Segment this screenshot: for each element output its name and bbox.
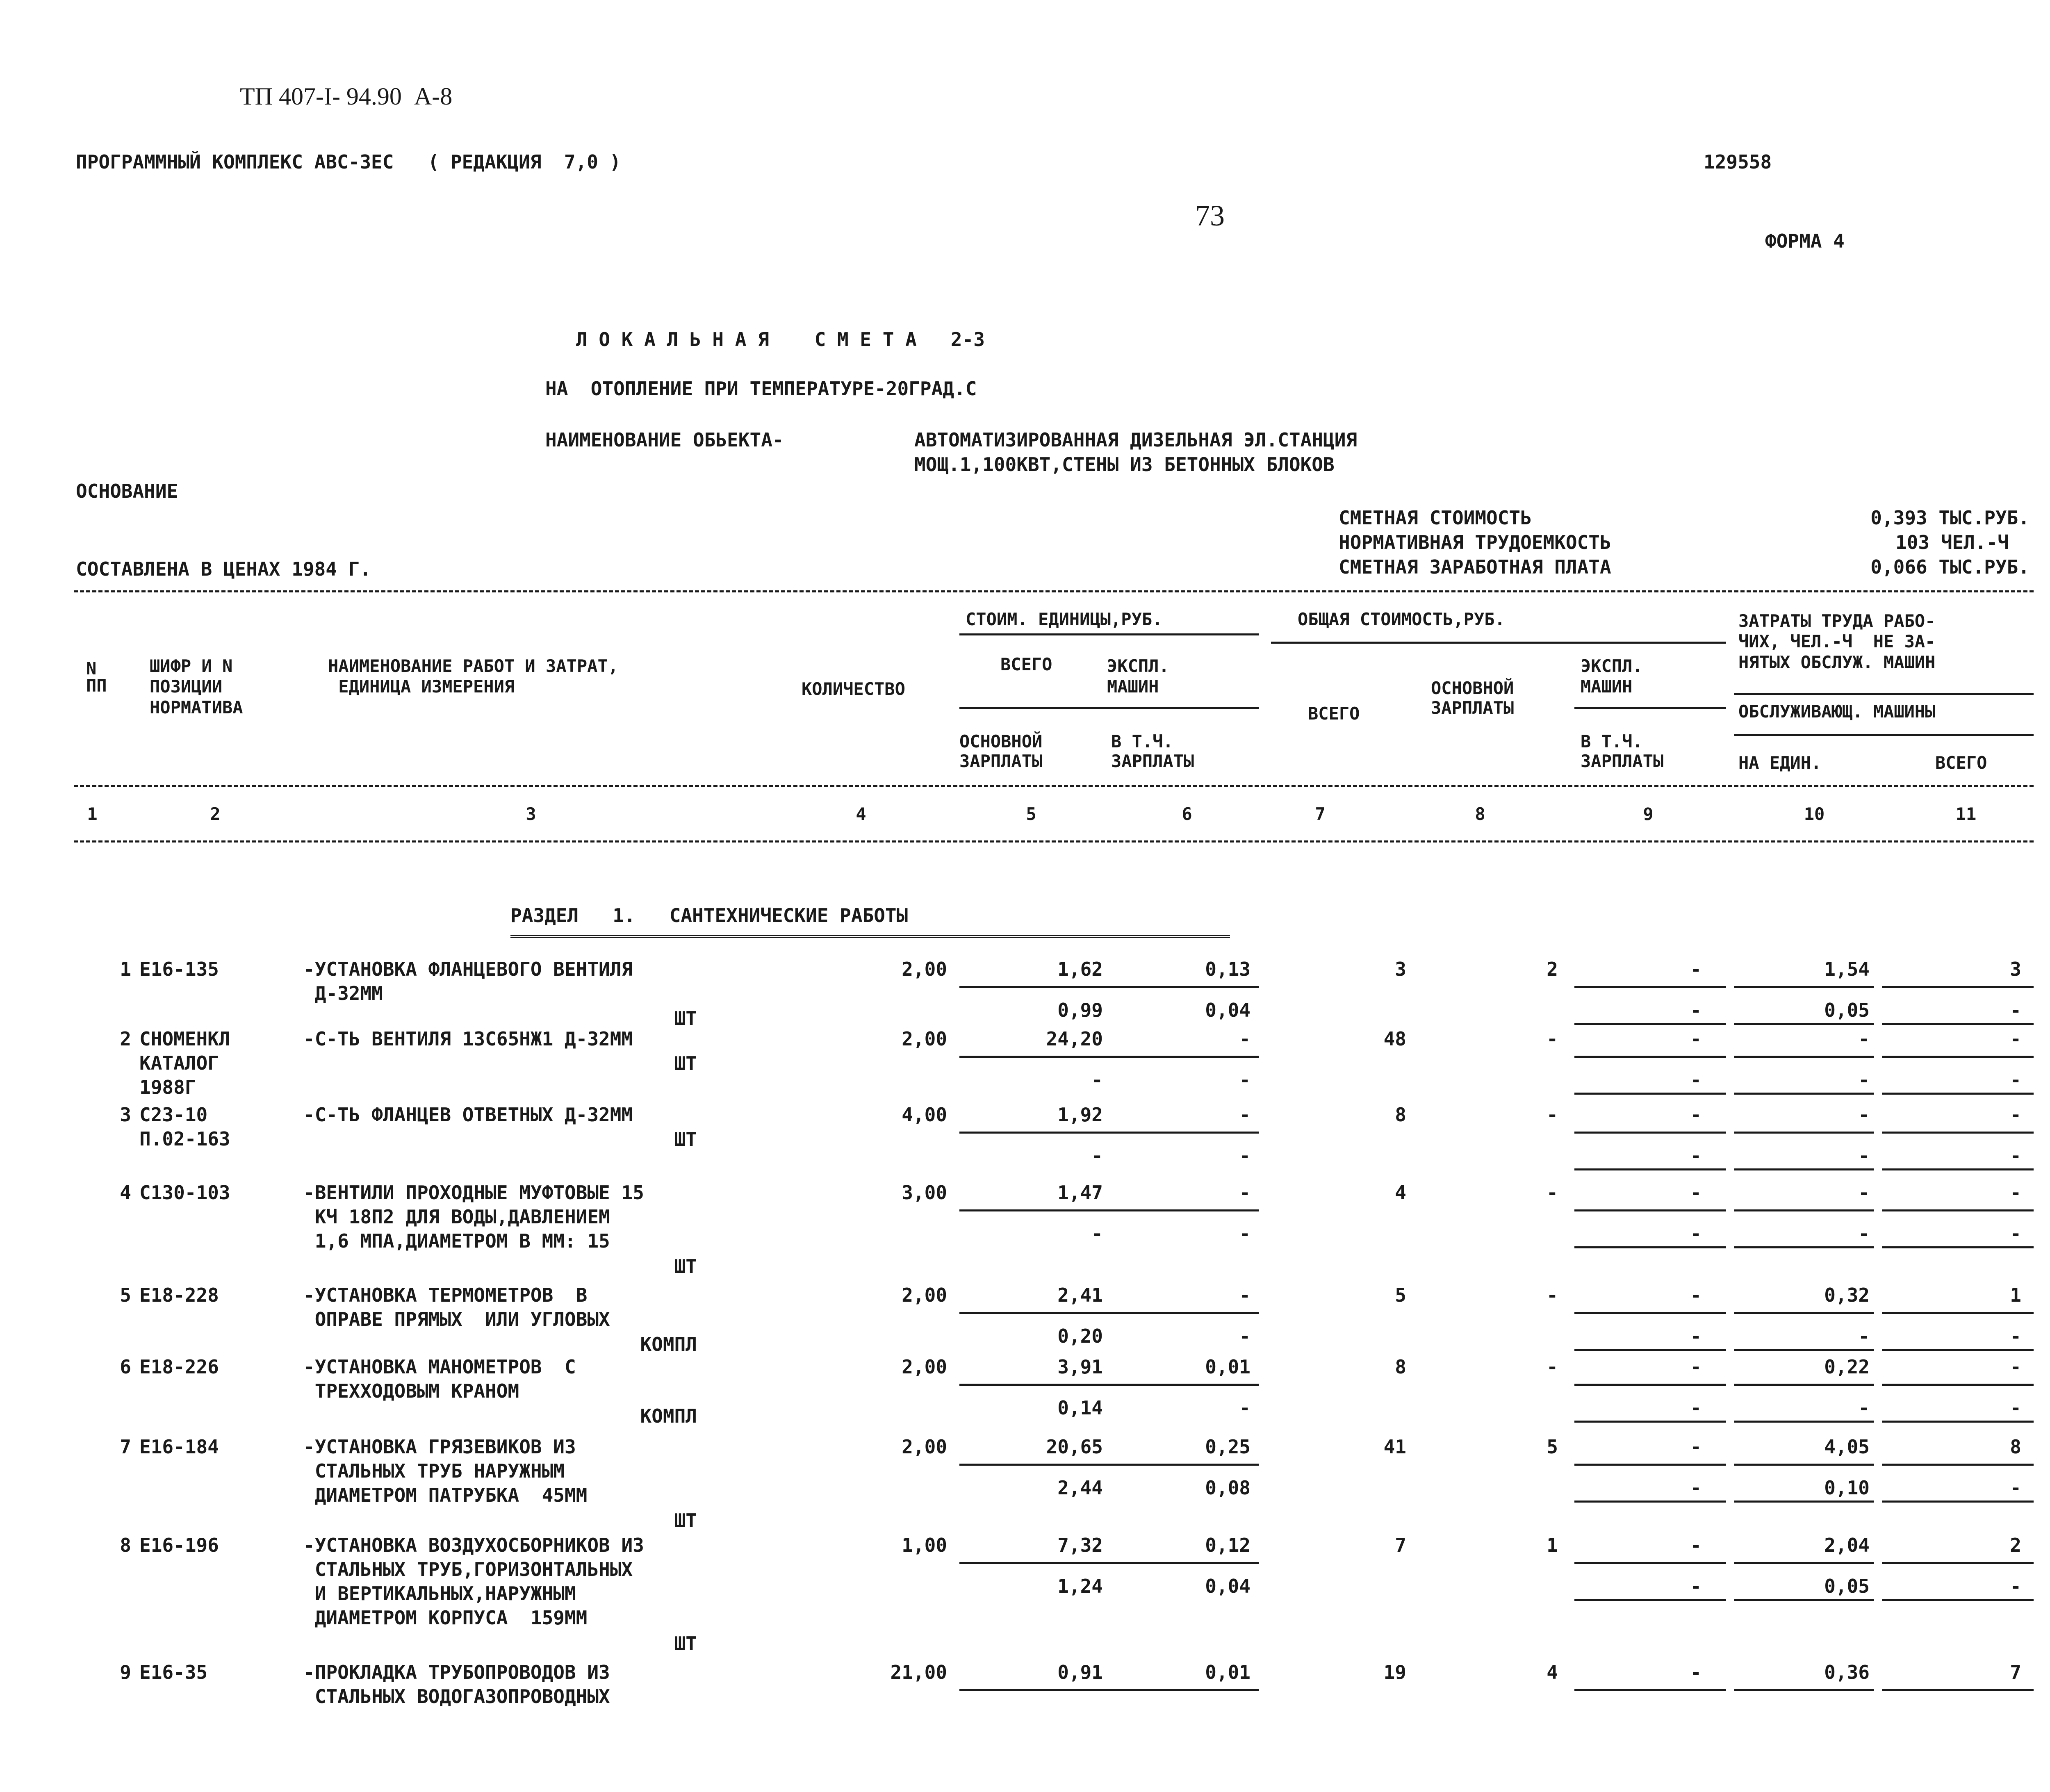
- cell-rule: [959, 1464, 1111, 1466]
- row-unit-wage: 2,44: [1057, 1477, 1103, 1499]
- row-unit-incl: 0,04: [1205, 1575, 1250, 1597]
- table-body-rule: [74, 840, 2034, 842]
- form-label: ФОРМА 4: [1765, 230, 1845, 252]
- cell-rule: [1574, 1093, 1726, 1095]
- row-total: 5: [1395, 1284, 1406, 1306]
- row-total-incl: -: [1690, 1575, 1702, 1597]
- row-code: Е16-35: [139, 1661, 208, 1683]
- row-unit-machines: 0,01: [1205, 1661, 1250, 1683]
- cell-rule: [959, 1312, 1111, 1314]
- row-labor-unit: 1,54: [1824, 958, 1870, 980]
- cell-rule: [1882, 1421, 2034, 1423]
- cell-rule: [1734, 1349, 1874, 1351]
- software-caption: ПРОГРАММНЫЙ КОМПЛЕКС АВС-3ЕС ( РЕДАКЦИЯ 7,0 ): [76, 151, 621, 173]
- object-name-line1: АВТОМАТИЗИРОВАННАЯ ДИЗЕЛЬНАЯ ЭЛ.СТАНЦИЯ: [914, 429, 1358, 451]
- summary-cost-value: 0,393 ТЫС.РУБ.: [1870, 507, 2029, 529]
- row-unit: ШТ: [674, 1007, 697, 1029]
- column-number: 8: [1475, 804, 1485, 824]
- row-total: 3: [1395, 958, 1406, 980]
- row-total: 7: [1395, 1534, 1406, 1556]
- row-labor-total: -: [2010, 1182, 2021, 1204]
- row-labor-unit: -: [1858, 1028, 1870, 1050]
- row-labor-total-2: -: [2010, 1477, 2021, 1499]
- row-unit-total: 1,92: [1057, 1104, 1103, 1126]
- cell-rule: [1574, 1312, 1726, 1314]
- cell-rule: [959, 1689, 1111, 1691]
- row-total-wage: 1: [1547, 1534, 1558, 1556]
- row-total-machines: -: [1690, 958, 1702, 980]
- row-labor-total-2: -: [2010, 1145, 2021, 1167]
- cell-rule: [1111, 1689, 1259, 1691]
- cell-rule: [1734, 1384, 1874, 1386]
- column-number: 6: [1182, 804, 1192, 824]
- row-labor-unit-2: -: [1858, 1223, 1870, 1245]
- row-total-machines: -: [1690, 1104, 1702, 1126]
- header-total-incl: В Т.Ч. ЗАРПЛАТЫ: [1581, 731, 1664, 772]
- row-total-machines: -: [1690, 1436, 1702, 1458]
- row-number: 2: [120, 1028, 131, 1050]
- cell-rule: [1734, 1464, 1874, 1466]
- cell-rule: [1111, 1562, 1259, 1564]
- row-unit-incl: -: [1239, 1223, 1250, 1245]
- document-code: ТП 407-I- 94.90 А-8: [240, 83, 453, 110]
- cell-rule: [1734, 1689, 1874, 1691]
- header-total-machines: ЭКСПЛ. МАШИН: [1581, 656, 1643, 697]
- summary-labor-value: 103 ЧЕЛ.-Ч: [1895, 531, 2009, 553]
- row-name: -УСТАНОВКА ТЕРМОМЕТРОВ В ОПРАВЕ ПРЯМЫХ ИЛИ УГЛОВЫХ: [303, 1284, 610, 1330]
- cell-rule: [1574, 1056, 1726, 1058]
- cell-rule: [1574, 1689, 1726, 1691]
- header-unit-incl: В Т.Ч. ЗАРПЛАТЫ: [1111, 731, 1194, 772]
- row-unit: ШТ: [674, 1255, 697, 1277]
- row-unit-machines: 0,01: [1205, 1356, 1250, 1378]
- row-quantity: 2,00: [902, 958, 947, 980]
- column-number: 4: [856, 804, 866, 824]
- row-unit: ШТ: [674, 1510, 697, 1532]
- row-number: 3: [120, 1104, 131, 1126]
- header-total-wage: ОСНОВНОЙ ЗАРПЛАТЫ: [1431, 678, 1514, 718]
- row-unit-wage: 0,99: [1057, 999, 1103, 1021]
- row-quantity: 2,00: [902, 1028, 947, 1050]
- cell-rule: [1574, 1349, 1726, 1351]
- row-unit-wage: -: [1091, 1069, 1103, 1091]
- header-labor-rule2: [1734, 734, 2034, 736]
- row-labor-total: 1: [2010, 1284, 2021, 1306]
- row-unit-total: 20,65: [1046, 1436, 1103, 1458]
- row-code: Е16-196: [139, 1534, 219, 1556]
- cell-rule: [1574, 1464, 1726, 1466]
- row-unit-total: 1,62: [1057, 958, 1103, 980]
- cell-rule: [1574, 1384, 1726, 1386]
- table-top-rule: [74, 590, 2034, 592]
- row-name: -УСТАНОВКА МАНОМЕТРОВ С ТРЕХХОДОВЫМ КРАНОМ: [303, 1356, 576, 1402]
- row-labor-total-2: -: [2010, 1223, 2021, 1245]
- cell-rule: [1734, 1421, 1874, 1423]
- row-labor-unit-2: 0,10: [1824, 1477, 1870, 1499]
- cell-rule: [1882, 1246, 2034, 1248]
- row-number: 9: [120, 1661, 131, 1683]
- cell-rule: [1111, 1056, 1259, 1058]
- row-total-wage: -: [1547, 1028, 1558, 1050]
- row-code: Е16-184: [139, 1436, 219, 1458]
- row-labor-total-2: -: [2010, 1069, 2021, 1091]
- row-number: 5: [120, 1284, 131, 1306]
- row-total-incl: -: [1690, 1223, 1702, 1245]
- row-unit-machines: -: [1239, 1182, 1250, 1204]
- cell-rule: [1734, 986, 1874, 988]
- header-labor: ЗАТРАТЫ ТРУДА РАБО- ЧИХ, ЧЕЛ.-Ч НЕ ЗА- НЯТЫХ ОБСЛУЖ. МАШИН: [1738, 611, 1936, 672]
- row-labor-unit-2: -: [1858, 1397, 1870, 1419]
- row-name: -УСТАНОВКА ФЛАНЦЕВОГО ВЕНТИЛЯ Д-32ММ: [303, 958, 633, 1004]
- row-labor-unit: 2,04: [1824, 1534, 1870, 1556]
- header-total-cost: ОБЩАЯ СТОИМОСТЬ,РУБ.: [1298, 609, 1505, 629]
- cell-rule: [1111, 986, 1259, 988]
- cell-rule: [1574, 1599, 1726, 1601]
- header-unit-rule: [959, 633, 1259, 635]
- row-code: Е18-228: [139, 1284, 219, 1306]
- cell-rule: [1882, 1023, 2034, 1025]
- cell-rule: [1574, 1132, 1726, 1134]
- row-total-wage: -: [1547, 1104, 1558, 1126]
- row-name: -ВЕНТИЛИ ПРОХОДНЫЕ МУФТОВЫЕ 15 КЧ 18П2 ДЛЯ ВОДЫ,ДАВЛЕНИЕМ 1,6 МПА,ДИАМЕТРОМ В ММ: 15: [303, 1182, 644, 1252]
- cell-rule: [1882, 1384, 2034, 1386]
- summary-cost-label: СМЕТНАЯ СТОИМОСТЬ: [1339, 507, 1532, 529]
- row-number: 7: [120, 1436, 131, 1458]
- row-labor-unit: 4,05: [1824, 1436, 1870, 1458]
- row-total: 8: [1395, 1356, 1406, 1378]
- row-unit-total: 7,32: [1057, 1534, 1103, 1556]
- column-number: 11: [1955, 804, 1977, 824]
- row-name: -УСТАНОВКА ВОЗДУХОСБОРНИКОВ ИЗ СТАЛЬНЫХ ТРУБ,ГОРИЗОНТАЛЬНЫХ И ВЕРТИКАЛЬНЫХ,НАРУЖНЫМ ДИАМЕТРОМ КОРПУСА 159ММ: [303, 1534, 644, 1629]
- row-unit-incl: 0,08: [1205, 1477, 1250, 1499]
- cell-rule: [959, 1056, 1111, 1058]
- header-unit-cost: СТОИМ. ЕДИНИЦЫ,РУБ.: [966, 609, 1163, 629]
- row-unit-incl: -: [1239, 1145, 1250, 1167]
- header-labor-rule: [1734, 693, 2034, 695]
- row-unit-incl: -: [1239, 1397, 1250, 1419]
- header-code: ШИФР И N ПОЗИЦИИ НОРМАТИВА: [150, 656, 243, 717]
- header-name: НАИМЕНОВАНИЕ РАБОТ И ЗАТРАТ, ЕДИНИЦА ИЗМЕРЕНИЯ: [328, 656, 619, 697]
- row-total: 19: [1383, 1661, 1406, 1683]
- cell-rule: [1734, 1246, 1874, 1248]
- row-unit-incl: -: [1239, 1325, 1250, 1347]
- cell-rule: [1882, 1168, 2034, 1170]
- row-total: 8: [1395, 1104, 1406, 1126]
- cell-rule: [1734, 1093, 1874, 1095]
- cell-rule: [1882, 1209, 2034, 1211]
- row-unit-wage: 1,24: [1057, 1575, 1103, 1597]
- row-unit-wage: 0,20: [1057, 1325, 1103, 1347]
- row-labor-total: -: [2010, 1028, 2021, 1050]
- row-labor-unit-2: -: [1858, 1325, 1870, 1347]
- row-code: С23-10 П.02-163: [139, 1104, 230, 1150]
- row-quantity: 2,00: [902, 1356, 947, 1378]
- cell-rule: [959, 1132, 1111, 1134]
- header-labor-total: ВСЕГО: [1935, 753, 1987, 773]
- cell-rule: [1111, 1464, 1259, 1466]
- row-total-incl: -: [1690, 1069, 1702, 1091]
- cell-rule: [1734, 1312, 1874, 1314]
- row-code: С130-103: [139, 1182, 230, 1204]
- cell-rule: [1882, 1312, 2034, 1314]
- row-unit: КОМПЛ: [640, 1405, 697, 1427]
- cell-rule: [1574, 1562, 1726, 1564]
- cell-rule: [1734, 1562, 1874, 1564]
- header-unit-total: ВСЕГО: [1000, 654, 1052, 674]
- header-total-rule: [1271, 642, 1726, 644]
- cell-rule: [1734, 1056, 1874, 1058]
- section-underline: [510, 935, 1230, 938]
- row-unit-wage: -: [1091, 1145, 1103, 1167]
- cell-rule: [1734, 1168, 1874, 1170]
- row-total-wage: -: [1547, 1284, 1558, 1306]
- page-number: 73: [1195, 199, 1225, 232]
- cell-rule: [1734, 1209, 1874, 1211]
- header-total-rule2: [1574, 707, 1726, 709]
- prices-caption: СОСТАВЛЕНА В ЦЕНАХ 1984 Г.: [76, 558, 371, 580]
- row-total-wage: 2: [1547, 958, 1558, 980]
- row-labor-unit-2: -: [1858, 1069, 1870, 1091]
- cell-rule: [1574, 1501, 1726, 1503]
- row-labor-unit: 0,32: [1824, 1284, 1870, 1306]
- section-title: РАЗДЕЛ 1. САНТЕХНИЧЕСКИЕ РАБОТЫ: [510, 904, 908, 927]
- row-total-incl: -: [1690, 999, 1702, 1021]
- summary-wage-value: 0,066 ТЫС.РУБ.: [1870, 556, 2029, 578]
- cell-rule: [1111, 1209, 1259, 1211]
- cell-rule: [1111, 1384, 1259, 1386]
- column-number: 7: [1315, 804, 1326, 824]
- cell-rule: [1734, 1023, 1874, 1025]
- cell-rule: [1734, 1132, 1874, 1134]
- cell-rule: [1882, 1056, 2034, 1058]
- row-labor-unit-2: -: [1858, 1145, 1870, 1167]
- row-total-wage: -: [1547, 1182, 1558, 1204]
- row-total-machines: -: [1690, 1534, 1702, 1556]
- row-total: 41: [1383, 1436, 1406, 1458]
- cell-rule: [959, 1384, 1111, 1386]
- row-unit-total: 3,91: [1057, 1356, 1103, 1378]
- row-quantity: 2,00: [902, 1436, 947, 1458]
- row-unit-machines: 0,13: [1205, 958, 1250, 980]
- row-labor-total: 3: [2010, 958, 2021, 980]
- row-name: -ПРОКЛАДКА ТРУБОПРОВОДОВ ИЗ СТАЛЬНЫХ ВОДОГАЗОПРОВОДНЫХ: [303, 1661, 610, 1708]
- cell-rule: [1574, 1023, 1726, 1025]
- row-labor-total: -: [2010, 1104, 2021, 1126]
- row-quantity: 1,00: [902, 1534, 947, 1556]
- cell-rule: [959, 1209, 1111, 1211]
- row-labor-unit-2: 0,05: [1824, 999, 1870, 1021]
- cell-rule: [1574, 1168, 1726, 1170]
- row-labor-unit-2: 0,05: [1824, 1575, 1870, 1597]
- basis-label: ОСНОВАНИЕ: [76, 480, 178, 502]
- row-unit-total: 1,47: [1057, 1182, 1103, 1204]
- row-labor-total: 2: [2010, 1534, 2021, 1556]
- row-unit: ШТ: [674, 1052, 697, 1075]
- header-bottom-rule: [74, 785, 2034, 787]
- cell-rule: [1111, 1312, 1259, 1314]
- row-name: -С-ТЬ ФЛАНЦЕВ ОТВЕТНЫХ Д-32ММ: [303, 1104, 633, 1126]
- cell-rule: [1882, 1132, 2034, 1134]
- cell-rule: [1882, 1349, 2034, 1351]
- column-number: 1: [87, 804, 98, 824]
- row-total-machines: -: [1690, 1661, 1702, 1683]
- row-unit: КОМПЛ: [640, 1333, 697, 1355]
- row-total-machines: -: [1690, 1028, 1702, 1050]
- cell-rule: [1574, 986, 1726, 988]
- column-number: 2: [210, 804, 221, 824]
- header-number: N ПП: [86, 658, 107, 696]
- row-total-wage: -: [1547, 1356, 1558, 1378]
- row-total-incl: -: [1690, 1477, 1702, 1499]
- document-subtitle: НА ОТОПЛЕНИЕ ПРИ ТЕМПЕРАТУРЕ-20ГРАД.С: [545, 378, 977, 400]
- row-code: Е16-135: [139, 958, 219, 980]
- cell-rule: [1734, 1501, 1874, 1503]
- row-unit-machines: 0,12: [1205, 1534, 1250, 1556]
- document-title: Л О К А Л Ь Н А Я С М Е Т А 2-3: [576, 328, 985, 351]
- row-unit-machines: -: [1239, 1028, 1250, 1050]
- row-labor-total: 7: [2010, 1661, 2021, 1683]
- row-unit-total: 2,41: [1057, 1284, 1103, 1306]
- row-total-wage: 4: [1547, 1661, 1558, 1683]
- row-labor-unit: 0,36: [1824, 1661, 1870, 1683]
- row-total-incl: -: [1690, 1325, 1702, 1347]
- column-number: 3: [526, 804, 536, 824]
- row-unit-wage: -: [1091, 1223, 1103, 1245]
- cell-rule: [1882, 1501, 2034, 1503]
- column-number: 10: [1804, 804, 1825, 824]
- row-number: 1: [120, 958, 131, 980]
- row-labor-total-2: -: [2010, 1325, 2021, 1347]
- cell-rule: [1574, 1421, 1726, 1423]
- cell-rule: [1734, 1599, 1874, 1601]
- header-quantity: КОЛИЧЕСТВО: [802, 679, 905, 699]
- row-number: 4: [120, 1182, 131, 1204]
- row-labor-total-2: -: [2010, 1575, 2021, 1597]
- summary-labor-label: НОРМАТИВНАЯ ТРУДОЕМКОСТЬ: [1339, 531, 1611, 553]
- row-unit-total: 24,20: [1046, 1028, 1103, 1050]
- row-unit-wage: 0,14: [1057, 1397, 1103, 1419]
- row-labor-unit: 0,22: [1824, 1356, 1870, 1378]
- cell-rule: [1882, 1562, 2034, 1564]
- row-total: 4: [1395, 1182, 1406, 1204]
- header-unit-wage: ОСНОВНОЙ ЗАРПЛАТЫ: [959, 731, 1043, 772]
- row-unit-machines: 0,25: [1205, 1436, 1250, 1458]
- header-unit-rule2: [959, 707, 1259, 709]
- cell-rule: [1111, 1132, 1259, 1134]
- cell-rule: [959, 986, 1111, 988]
- row-labor-unit: -: [1858, 1182, 1870, 1204]
- row-quantity: 21,00: [890, 1661, 947, 1683]
- row-total: 48: [1383, 1028, 1406, 1050]
- object-label: НАИМЕНОВАНИЕ ОБЬЕКТА-: [545, 429, 784, 451]
- column-number: 9: [1643, 804, 1654, 824]
- cell-rule: [959, 1562, 1111, 1564]
- row-unit: ШТ: [674, 1128, 697, 1150]
- row-unit: ШТ: [674, 1633, 697, 1655]
- row-total-machines: -: [1690, 1356, 1702, 1378]
- row-labor-total-2: -: [2010, 1397, 2021, 1419]
- row-name: -С-ТЬ ВЕНТИЛЯ 13С65НЖ1 Д-32ММ: [303, 1028, 633, 1050]
- row-unit-machines: -: [1239, 1284, 1250, 1306]
- cell-rule: [1574, 1209, 1726, 1211]
- document-number: 129558: [1704, 151, 1772, 173]
- row-total-incl: -: [1690, 1397, 1702, 1419]
- cell-rule: [1882, 1464, 2034, 1466]
- row-quantity: 2,00: [902, 1284, 947, 1306]
- row-labor-total-2: -: [2010, 999, 2021, 1021]
- row-name: -УСТАНОВКА ГРЯЗЕВИКОВ ИЗ СТАЛЬНЫХ ТРУБ НАРУЖНЫМ ДИАМЕТРОМ ПАТРУБКА 45ММ: [303, 1436, 588, 1506]
- cell-rule: [1882, 1689, 2034, 1691]
- row-labor-total: -: [2010, 1356, 2021, 1378]
- header-labor-sub: ОБСЛУЖИВАЮЩ. МАШИНЫ: [1738, 701, 1936, 722]
- header-total-all: ВСЕГО: [1308, 704, 1360, 724]
- cell-rule: [1574, 1246, 1726, 1248]
- cell-rule: [1882, 1093, 2034, 1095]
- row-code: СНОМЕНКЛ КАТАЛОГ 1988Г: [139, 1028, 230, 1098]
- row-number: 6: [120, 1356, 131, 1378]
- cell-rule: [1882, 986, 2034, 988]
- cell-rule: [1882, 1599, 2034, 1601]
- row-total-incl: -: [1690, 1145, 1702, 1167]
- header-unit-machines: ЭКСПЛ. МАШИН: [1107, 656, 1169, 697]
- summary-wage-label: СМЕТНАЯ ЗАРАБОТНАЯ ПЛАТА: [1339, 556, 1611, 578]
- row-labor-unit: -: [1858, 1104, 1870, 1126]
- object-name-line2: МОЩ.1,100КВТ,СТЕНЫ ИЗ БЕТОННЫХ БЛОКОВ: [914, 453, 1335, 476]
- row-total-machines: -: [1690, 1284, 1702, 1306]
- column-number: 5: [1026, 804, 1036, 824]
- header-labor-unit: НА ЕДИН.: [1738, 753, 1822, 773]
- row-unit-incl: -: [1239, 1069, 1250, 1091]
- row-code: Е18-226: [139, 1356, 219, 1378]
- row-labor-total: 8: [2010, 1436, 2021, 1458]
- row-unit-total: 0,91: [1057, 1661, 1103, 1683]
- row-number: 8: [120, 1534, 131, 1556]
- row-total-wage: 5: [1547, 1436, 1558, 1458]
- row-unit-incl: 0,04: [1205, 999, 1250, 1021]
- row-quantity: 4,00: [902, 1104, 947, 1126]
- row-unit-machines: -: [1239, 1104, 1250, 1126]
- row-total-machines: -: [1690, 1182, 1702, 1204]
- row-quantity: 3,00: [902, 1182, 947, 1204]
